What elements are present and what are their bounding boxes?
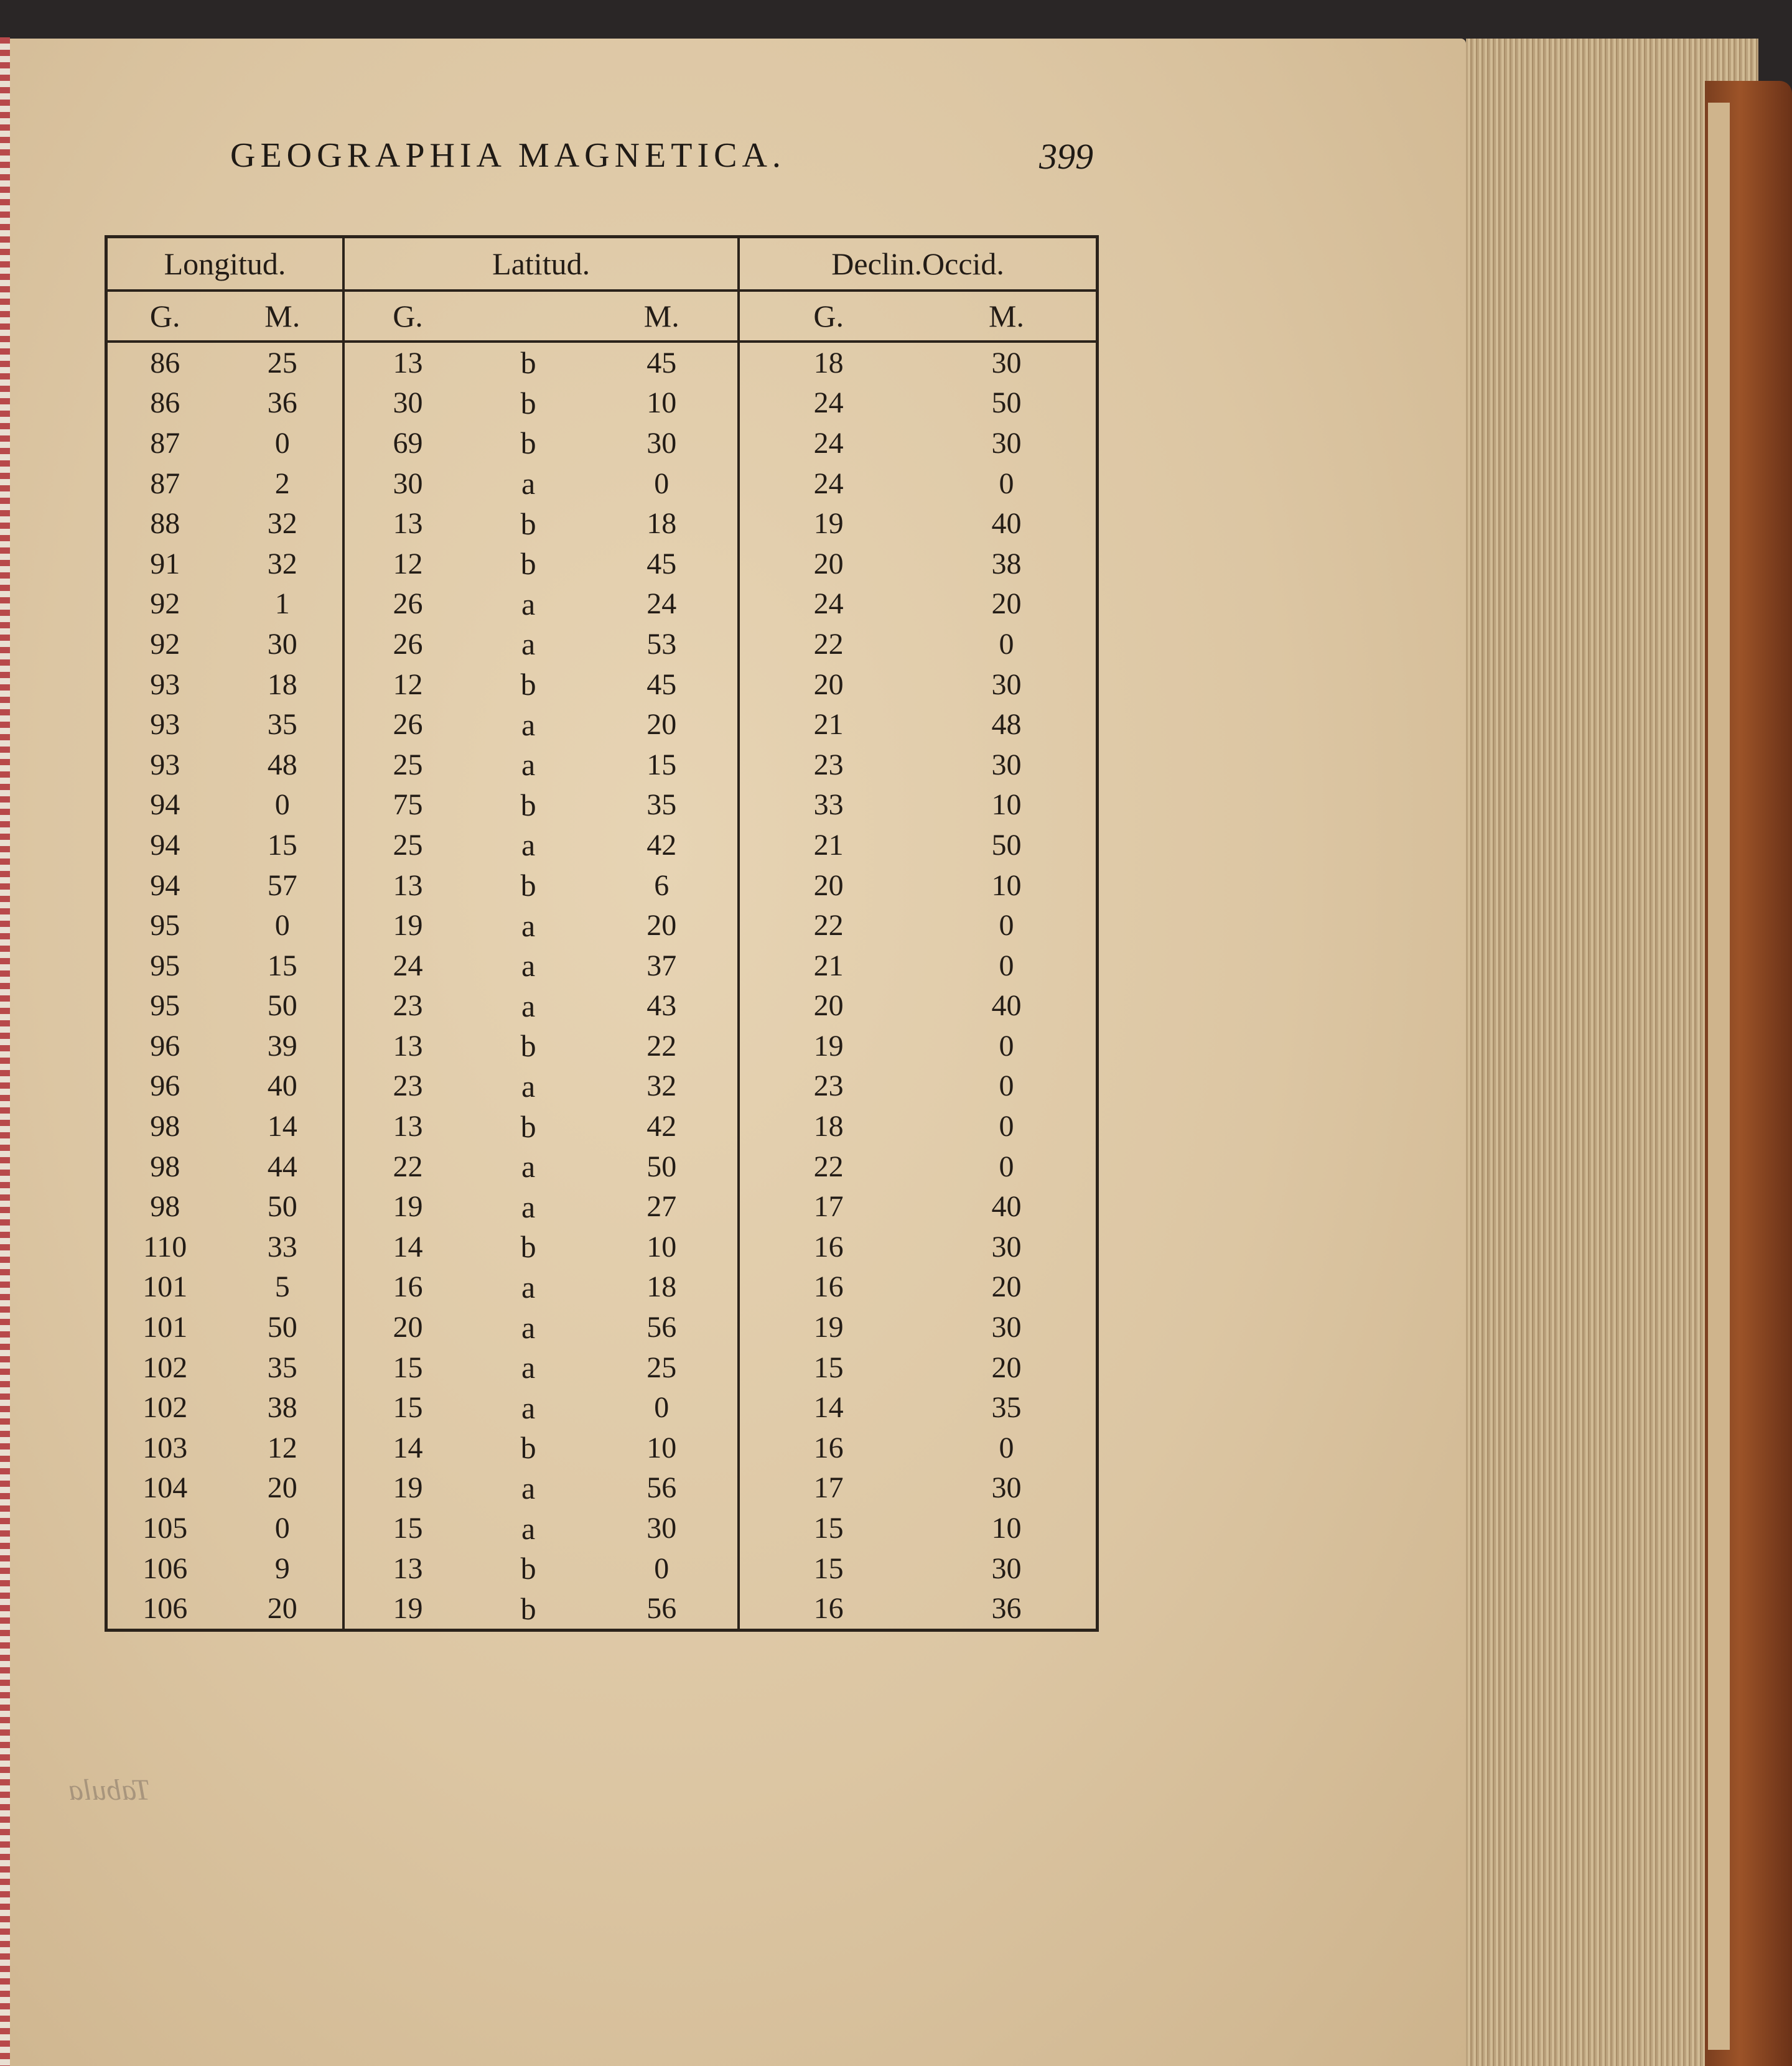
cell-declination-minutes: 20	[991, 1351, 1022, 1384]
cell-latitude-minutes: 18	[586, 1267, 739, 1308]
cell-longitude-degrees: 91	[150, 547, 180, 580]
cell-declination-degrees: 20	[813, 868, 844, 902]
cell-latitude-minutes: 42	[586, 825, 739, 865]
cell-latitude-minutes: 0	[586, 1548, 739, 1589]
cell-longitude-degrees: 95	[150, 909, 180, 942]
cell-latitude-degrees: 30	[393, 467, 423, 500]
cell-declination-degrees: 33	[813, 788, 844, 822]
cell-latitude-hemisphere: a	[521, 827, 536, 863]
cell-latitude-minutes: 0	[586, 463, 739, 504]
cell-latitude-degrees: 13	[393, 346, 423, 379]
cell-longitude-degrees: 92	[150, 587, 180, 621]
table-row	[108, 664, 1096, 705]
cell-latitude-degrees: 15	[393, 1351, 423, 1384]
cell-latitude-minutes: 30	[586, 1508, 739, 1548]
cell-declination-minutes: 0	[999, 627, 1014, 661]
cell-latitude-hemisphere: b	[520, 506, 536, 541]
cell-declination-degrees: 19	[813, 507, 844, 541]
cell-declination-degrees: 17	[813, 1190, 844, 1224]
cell-longitude-minutes: 57	[222, 865, 343, 906]
subheader-latitude-minutes: M.	[586, 291, 739, 342]
cell-latitude-degrees: 22	[393, 1150, 423, 1183]
cell-latitude-degrees: 16	[393, 1270, 423, 1304]
cell-declination-minutes: 30	[991, 668, 1022, 701]
cell-latitude-minutes: 20	[586, 905, 739, 946]
cell-latitude-hemisphere: b	[520, 1109, 536, 1144]
cell-latitude-hemisphere: a	[521, 948, 536, 984]
cell-latitude-minutes: 10	[586, 1428, 739, 1468]
table-row	[108, 1347, 1096, 1388]
cell-longitude-minutes: 1	[222, 584, 343, 625]
cell-latitude-degrees: 30	[393, 386, 423, 420]
cell-longitude-minutes: 15	[222, 946, 343, 986]
cell-latitude-degrees: 13	[393, 1110, 423, 1143]
cell-declination-degrees: 22	[813, 1150, 844, 1183]
cell-declination-degrees: 21	[813, 949, 844, 982]
cell-latitude-minutes: 56	[586, 1468, 739, 1509]
cell-latitude-hemisphere: a	[521, 1470, 536, 1505]
cell-latitude-minutes: 18	[586, 503, 739, 544]
cell-latitude-hemisphere: a	[521, 1310, 536, 1345]
cell-latitude-hemisphere: a	[521, 1510, 536, 1546]
cell-longitude-minutes: 38	[222, 1387, 343, 1428]
cell-latitude-minutes: 30	[586, 423, 739, 463]
table-row	[108, 1227, 1096, 1267]
cell-longitude-degrees: 103	[142, 1431, 188, 1464]
cell-declination-minutes: 50	[991, 828, 1022, 862]
cell-latitude-degrees: 13	[393, 1029, 423, 1063]
cell-declination-degrees: 19	[813, 1029, 844, 1063]
cell-longitude-minutes: 5	[222, 1267, 343, 1308]
cell-longitude-minutes: 0	[222, 423, 343, 463]
cell-declination-degrees: 20	[813, 547, 844, 580]
table-row	[108, 1147, 1096, 1187]
cell-latitude-degrees: 26	[393, 587, 423, 621]
cell-declination-minutes: 0	[999, 1431, 1014, 1464]
cell-longitude-minutes: 35	[222, 704, 343, 745]
cell-latitude-minutes: 45	[586, 544, 739, 584]
cell-declination-degrees: 18	[813, 1110, 844, 1143]
cell-latitude-degrees: 13	[393, 507, 423, 541]
table-row	[108, 1588, 1096, 1629]
cell-latitude-degrees: 23	[393, 989, 423, 1023]
cell-declination-minutes: 0	[999, 1069, 1014, 1103]
cell-declination-minutes: 30	[991, 1311, 1022, 1344]
cell-latitude-degrees: 19	[393, 1592, 423, 1626]
table-row	[108, 1428, 1096, 1468]
subheader-longitude-degrees: G.	[108, 291, 222, 342]
cell-latitude-degrees: 24	[393, 949, 423, 982]
cell-latitude-minutes: 27	[586, 1186, 739, 1227]
cell-declination-degrees: 16	[813, 1270, 844, 1304]
table-row	[108, 865, 1096, 906]
cell-latitude-hemisphere: b	[520, 1229, 536, 1265]
cell-longitude-degrees: 101	[142, 1270, 188, 1304]
cell-declination-minutes: 36	[991, 1592, 1022, 1626]
cell-longitude-degrees: 106	[142, 1592, 188, 1626]
cell-declination-degrees: 15	[813, 1512, 844, 1545]
cell-declination-degrees: 22	[813, 627, 844, 661]
cell-latitude-degrees: 12	[393, 547, 423, 580]
cell-longitude-degrees: 105	[142, 1512, 188, 1545]
cell-latitude-degrees: 26	[393, 708, 423, 742]
cell-longitude-degrees: 93	[150, 668, 180, 701]
cell-latitude-hemisphere: b	[520, 1430, 536, 1466]
cell-declination-minutes: 0	[999, 1029, 1014, 1063]
cell-latitude-minutes: 37	[586, 946, 739, 986]
table-row	[108, 1387, 1096, 1428]
cell-declination-degrees: 23	[813, 748, 844, 781]
table-row	[108, 1508, 1096, 1548]
cell-latitude-degrees: 19	[393, 1190, 423, 1224]
cell-longitude-minutes: 12	[222, 1428, 343, 1468]
cell-declination-minutes: 10	[991, 1512, 1022, 1545]
cell-declination-degrees: 24	[813, 386, 844, 420]
cell-declination-degrees: 16	[813, 1592, 844, 1626]
cell-latitude-minutes: 56	[586, 1588, 739, 1629]
table-row	[108, 745, 1096, 785]
table-row	[108, 423, 1096, 463]
cell-declination-degrees: 14	[813, 1391, 844, 1425]
cell-declination-degrees: 15	[813, 1552, 844, 1585]
cell-declination-degrees: 24	[813, 587, 844, 621]
cell-latitude-minutes: 20	[586, 704, 739, 745]
cell-latitude-degrees: 19	[393, 1471, 423, 1505]
magnetic-declination-table	[105, 235, 1099, 1632]
cell-longitude-degrees: 98	[150, 1110, 180, 1143]
cell-latitude-hemisphere: a	[521, 1068, 536, 1104]
cell-longitude-degrees: 86	[150, 386, 180, 420]
cell-longitude-degrees: 92	[150, 627, 180, 661]
cell-latitude-degrees: 19	[393, 909, 423, 942]
cell-declination-minutes: 40	[991, 1190, 1022, 1224]
table-body	[108, 342, 1096, 1629]
cell-declination-degrees: 24	[813, 467, 844, 500]
cell-latitude-hemisphere: a	[521, 747, 536, 783]
cell-longitude-minutes: 0	[222, 1508, 343, 1548]
cell-latitude-minutes: 0	[586, 1387, 739, 1428]
cell-longitude-minutes: 18	[222, 664, 343, 705]
cell-longitude-degrees: 94	[150, 868, 180, 902]
cell-latitude-hemisphere: b	[520, 385, 536, 421]
table-row	[108, 1267, 1096, 1308]
cell-latitude-minutes: 25	[586, 1347, 739, 1388]
subheader-longitude-minutes: M.	[222, 291, 343, 342]
cell-declination-minutes: 10	[991, 788, 1022, 822]
cell-longitude-degrees: 93	[150, 748, 180, 781]
cell-latitude-hemisphere: b	[520, 787, 536, 822]
cell-latitude-minutes: 42	[586, 1106, 739, 1147]
book-left-edge	[0, 37, 10, 2066]
cell-longitude-degrees: 87	[150, 426, 180, 460]
cell-declination-minutes: 48	[991, 708, 1022, 742]
cell-longitude-degrees: 98	[150, 1150, 180, 1183]
cell-longitude-minutes: 2	[222, 463, 343, 504]
cell-declination-minutes: 0	[999, 909, 1014, 942]
cell-latitude-minutes: 56	[586, 1307, 739, 1347]
cell-longitude-degrees: 94	[150, 828, 180, 862]
cell-longitude-minutes: 0	[222, 785, 343, 826]
subheader-latitude-degrees: G.	[343, 291, 471, 342]
cell-longitude-minutes: 50	[222, 1307, 343, 1347]
table-row	[108, 1307, 1096, 1347]
cell-longitude-minutes: 39	[222, 1026, 343, 1066]
cell-latitude-minutes: 24	[586, 584, 739, 625]
cell-latitude-hemisphere: a	[521, 1189, 536, 1224]
cell-longitude-minutes: 20	[222, 1468, 343, 1509]
cell-latitude-minutes: 35	[586, 785, 739, 826]
table-row	[108, 503, 1096, 544]
cell-latitude-hemisphere: a	[521, 626, 536, 662]
cell-latitude-hemisphere: b	[520, 1591, 536, 1626]
cell-latitude-degrees: 23	[393, 1069, 423, 1103]
table-row	[108, 383, 1096, 424]
cell-latitude-hemisphere: a	[521, 707, 536, 742]
header-latitude: Latitud.	[343, 238, 739, 291]
cell-latitude-degrees: 25	[393, 828, 423, 862]
table-row	[108, 1066, 1096, 1107]
table-row	[108, 1186, 1096, 1227]
cell-latitude-hemisphere: a	[521, 1350, 536, 1385]
cell-latitude-minutes: 32	[586, 1066, 739, 1107]
cell-latitude-hemisphere: b	[520, 345, 536, 381]
running-head: GEOGRAPHIA MAGNETICA.	[230, 136, 786, 175]
cell-longitude-minutes: 33	[222, 1227, 343, 1267]
cell-declination-degrees: 21	[813, 708, 844, 742]
cell-latitude-degrees: 14	[393, 1230, 423, 1263]
table-row	[108, 624, 1096, 664]
cell-longitude-degrees: 88	[150, 507, 180, 541]
subheader-declination-minutes: M.	[917, 291, 1096, 342]
cover-inner-edge	[1708, 103, 1730, 2050]
cell-latitude-hemisphere: a	[521, 1390, 536, 1425]
table-row	[108, 1548, 1096, 1589]
cell-latitude-degrees: 75	[393, 788, 423, 822]
cell-longitude-degrees: 95	[150, 949, 180, 982]
cell-declination-degrees: 16	[813, 1230, 844, 1263]
cell-longitude-minutes: 48	[222, 745, 343, 785]
cell-latitude-minutes: 45	[586, 664, 739, 705]
cell-declination-degrees: 17	[813, 1471, 844, 1505]
cell-latitude-minutes: 53	[586, 624, 739, 664]
cell-declination-minutes: 50	[991, 386, 1022, 420]
header-longitude: Longitud.	[108, 238, 343, 291]
cell-longitude-degrees: 106	[142, 1552, 188, 1585]
cell-declination-minutes: 0	[999, 1110, 1014, 1143]
cell-latitude-degrees: 15	[393, 1512, 423, 1545]
table-row	[108, 1106, 1096, 1147]
cell-longitude-degrees: 94	[150, 788, 180, 822]
cell-latitude-hemisphere: a	[521, 466, 536, 501]
cell-latitude-hemisphere: a	[521, 988, 536, 1023]
cell-longitude-minutes: 30	[222, 624, 343, 664]
cell-longitude-minutes: 35	[222, 1347, 343, 1388]
table-row	[108, 463, 1096, 504]
cell-longitude-minutes: 44	[222, 1147, 343, 1187]
cell-longitude-minutes: 15	[222, 825, 343, 865]
cell-latitude-minutes: 22	[586, 1026, 739, 1066]
cell-latitude-degrees: 26	[393, 627, 423, 661]
cell-latitude-hemisphere: b	[520, 546, 536, 582]
table-row	[108, 704, 1096, 745]
cell-longitude-degrees: 102	[142, 1351, 188, 1384]
cell-declination-degrees: 22	[813, 909, 844, 942]
cell-longitude-degrees: 102	[142, 1391, 188, 1425]
table-row	[108, 825, 1096, 865]
cell-declination-minutes: 30	[991, 1230, 1022, 1263]
cell-longitude-degrees: 86	[150, 346, 180, 379]
table-row	[108, 785, 1096, 826]
cell-longitude-minutes: 25	[222, 342, 343, 383]
cell-longitude-degrees: 104	[142, 1471, 188, 1505]
header-declination: Declin.Occid.	[739, 238, 1096, 291]
cell-latitude-degrees: 69	[393, 426, 423, 460]
cell-declination-degrees: 19	[813, 1311, 844, 1344]
cell-declination-degrees: 21	[813, 828, 844, 862]
cell-declination-degrees: 20	[813, 668, 844, 701]
cell-declination-degrees: 20	[813, 989, 844, 1023]
table-row	[108, 946, 1096, 986]
cell-longitude-minutes: 50	[222, 986, 343, 1026]
cell-latitude-degrees: 12	[393, 668, 423, 701]
cell-declination-degrees: 18	[813, 346, 844, 379]
cell-longitude-degrees: 96	[150, 1069, 180, 1103]
cell-declination-degrees: 24	[813, 426, 844, 460]
table-row	[108, 1026, 1096, 1066]
cell-latitude-hemisphere: b	[520, 667, 536, 702]
cell-declination-minutes: 40	[991, 507, 1022, 541]
cell-declination-degrees: 16	[813, 1431, 844, 1464]
cell-latitude-degrees: 25	[393, 748, 423, 781]
cell-latitude-hemisphere: a	[521, 1269, 536, 1305]
show-through-text: Tabula	[68, 1774, 151, 1807]
table-row	[108, 905, 1096, 946]
subheader-declination-degrees: G.	[739, 291, 917, 342]
cell-longitude-minutes: 50	[222, 1186, 343, 1227]
cell-latitude-hemisphere: a	[521, 1149, 536, 1184]
cell-latitude-hemisphere: b	[520, 868, 536, 903]
cell-longitude-degrees: 98	[150, 1190, 180, 1224]
cell-latitude-hemisphere: a	[521, 908, 536, 943]
cell-declination-minutes: 20	[991, 587, 1022, 621]
cell-longitude-minutes: 32	[222, 503, 343, 544]
table-row	[108, 342, 1096, 383]
cell-declination-minutes: 40	[991, 989, 1022, 1023]
cell-latitude-minutes: 6	[586, 865, 739, 906]
cell-declination-minutes: 35	[991, 1391, 1022, 1425]
cell-longitude-degrees: 93	[150, 708, 180, 742]
cell-longitude-minutes: 40	[222, 1066, 343, 1107]
cell-latitude-minutes: 50	[586, 1147, 739, 1187]
table-row	[108, 584, 1096, 625]
cell-longitude-degrees: 96	[150, 1029, 180, 1063]
cell-latitude-minutes: 15	[586, 745, 739, 785]
cell-longitude-degrees: 101	[142, 1311, 188, 1344]
cell-longitude-minutes: 0	[222, 905, 343, 946]
cell-declination-minutes: 0	[999, 949, 1014, 982]
cell-longitude-degrees: 110	[143, 1230, 187, 1263]
cell-latitude-hemisphere: b	[520, 1028, 536, 1064]
cell-latitude-hemisphere: a	[521, 586, 536, 621]
cell-longitude-minutes: 20	[222, 1588, 343, 1629]
cell-declination-minutes: 10	[991, 868, 1022, 902]
cell-declination-minutes: 30	[991, 426, 1022, 460]
cell-latitude-minutes: 10	[586, 383, 739, 424]
cell-longitude-minutes: 14	[222, 1106, 343, 1147]
cell-latitude-minutes: 10	[586, 1227, 739, 1267]
table-row	[108, 986, 1096, 1026]
cell-latitude-minutes: 45	[586, 342, 739, 383]
cell-declination-minutes: 20	[991, 1270, 1022, 1304]
cell-latitude-degrees: 14	[393, 1431, 423, 1464]
cell-declination-minutes: 30	[991, 1552, 1022, 1585]
cell-declination-minutes: 30	[991, 1471, 1022, 1505]
cell-longitude-minutes: 36	[222, 383, 343, 424]
cell-declination-minutes: 0	[999, 467, 1014, 500]
cell-declination-minutes: 30	[991, 346, 1022, 379]
cell-declination-minutes: 38	[991, 547, 1022, 580]
table-row	[108, 1468, 1096, 1509]
cell-longitude-degrees: 95	[150, 989, 180, 1023]
cell-declination-minutes: 0	[999, 1150, 1014, 1183]
cell-latitude-degrees: 20	[393, 1311, 423, 1344]
cell-latitude-degrees: 15	[393, 1391, 423, 1425]
cell-longitude-degrees: 87	[150, 467, 180, 500]
cell-latitude-hemisphere: b	[520, 426, 536, 461]
cell-declination-degrees: 15	[813, 1351, 844, 1384]
cell-latitude-degrees: 13	[393, 1552, 423, 1585]
page-number: 399	[1039, 136, 1093, 177]
cell-longitude-minutes: 32	[222, 544, 343, 584]
cell-latitude-hemisphere: b	[520, 1551, 536, 1586]
cell-declination-minutes: 30	[991, 748, 1022, 781]
cell-latitude-minutes: 43	[586, 986, 739, 1026]
table-row	[108, 544, 1096, 584]
cell-longitude-minutes: 9	[222, 1548, 343, 1589]
cell-latitude-degrees: 13	[393, 868, 423, 902]
cell-declination-degrees: 23	[813, 1069, 844, 1103]
